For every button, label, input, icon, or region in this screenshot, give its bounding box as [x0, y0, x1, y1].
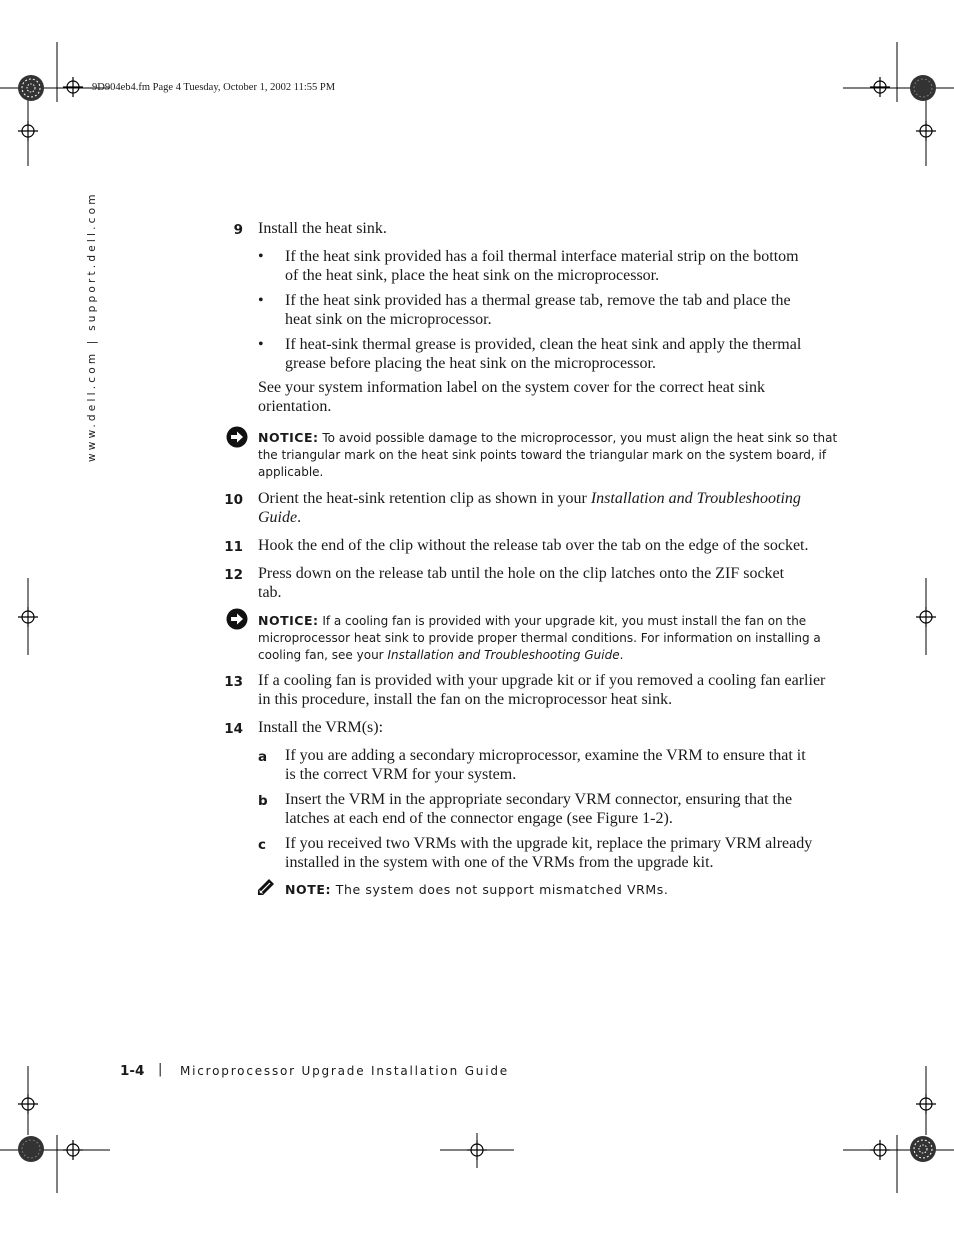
step-text: Hook the end of the clip without the release tab over the tab on the edge of the socket. — [258, 537, 809, 554]
step-number: 14 — [224, 721, 243, 737]
notice-block: NOTICE: To avoid possible damage to the microprocessor, you must align the heat sink so that the triangular mark on the heat sink points toward the triangular mark on the system board, if applicable. — [258, 430, 838, 479]
step-number: 12 — [224, 567, 243, 583]
notice-label: NOTICE: — [258, 430, 319, 445]
step-text: Install the VRM(s): — [258, 719, 384, 736]
page-number: 1-4 — [120, 1063, 145, 1079]
step-text: Install the heat sink. — [258, 220, 387, 237]
notice-block: NOTICE: If a cooling fan is provided with your upgrade kit, you must install the fan on the microprocessor heat sink to provide proper thermal conditions. For information on installing a cooling fan, see your Installation and Troubleshooting Guide. — [258, 613, 821, 662]
step-text: If a cooling fan is provided with your upgrade kit or if you removed a cooling fan earlier in this procedure, install the fan on the microprocessor heat sink. — [258, 672, 826, 708]
notice-label: NOTICE: — [258, 613, 319, 628]
note-label: NOTE: — [285, 882, 332, 897]
step-number: 10 — [224, 492, 243, 508]
footer-title: Microprocessor Upgrade Installation Guide — [180, 1064, 509, 1078]
notice-arrow-icon — [226, 426, 248, 448]
bullet-marker: • — [258, 248, 264, 265]
note-block: NOTE: The system does not support mismatched VRMs. — [285, 882, 669, 897]
step-number: 9 — [233, 222, 243, 238]
list-item: If heat-sink thermal grease is provided, clean the heat sink and apply the thermal grease before placing the heat sink on the microprocessor. — [285, 336, 802, 372]
orientation-paragraph: See your system information label on the system cover for the correct heat sink orientation. — [258, 379, 765, 415]
note-pencil-icon — [257, 878, 275, 896]
step-text: Press down on the release tab until the hole on the clip latches onto the ZIF socket tab. — [258, 565, 785, 601]
list-item: If you are adding a secondary microprocessor, examine the VRM to ensure that it is the correct VRM for your system. — [285, 747, 806, 783]
notice-arrow-icon — [226, 608, 248, 630]
list-item: Insert the VRM in the appropriate secondary VRM connector, ensuring that the latches at each end of the connector engage (see Figure 1-2). — [285, 791, 793, 827]
sidebar-url: www.dell.com | support.dell.com — [86, 191, 98, 462]
substep-letter: c — [258, 837, 267, 853]
list-item: If you received two VRMs with the upgrade kit, replace the primary VRM already installed in the system with one of the VRMs from the upgrade kit. — [285, 835, 813, 871]
bullet-marker: • — [258, 336, 264, 353]
step-text: Orient the heat-sink retention clip as shown in your Installation and Troubleshooting Guide. — [258, 490, 801, 526]
substep-letter: b — [258, 793, 268, 809]
bullet-marker: • — [258, 292, 264, 309]
file-info-header: 9D904eb4.fm Page 4 Tuesday, October 1, 2002 11:55 PM — [92, 82, 336, 93]
footer-separator: | — [158, 1062, 163, 1077]
step-number: 13 — [224, 674, 243, 690]
list-item: If the heat sink provided has a thermal grease tab, remove the tab and place the heat sink on the microprocessor. — [285, 292, 791, 328]
list-item: If the heat sink provided has a foil thermal interface material strip on the bottom of the heat sink, place the heat sink on the microprocessor. — [285, 248, 799, 284]
substep-letter: a — [258, 749, 268, 765]
step-number: 11 — [224, 539, 243, 555]
